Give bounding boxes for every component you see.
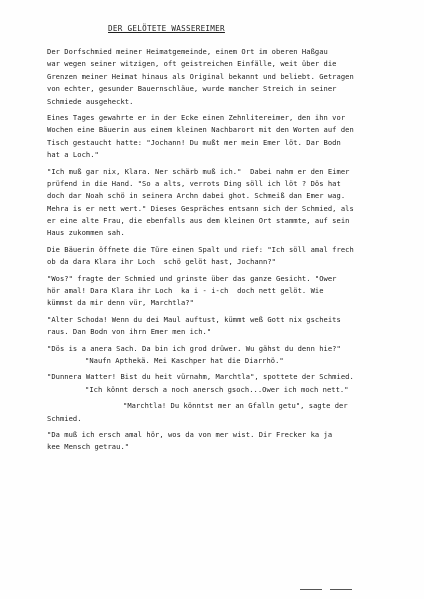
text-line: kee Mensch getrau." xyxy=(47,442,130,452)
text-line: Eines Tages gewahrte er in der Ecke einen Zehnlitereimer, den ihn vor xyxy=(47,112,346,122)
text-line: Grenzen meiner Heimat hinaus als Original bekannt und beliebt. Getragen xyxy=(47,71,354,81)
text-line: ob da dara Klara ihr Loch schö gelöt hast, Jochann?" xyxy=(47,257,277,267)
document-title: DER GELÖTETE WASSEREIMER xyxy=(108,24,225,33)
text-line: er eine alte Frau, die ebenfalls aus dem kleinen Ort stammte, auf sein xyxy=(47,216,350,226)
text-line: hör amal! Dara Klara ihr Loch ka i - i-ch doch nett gelöt. Wie xyxy=(47,286,324,296)
text-line: "Dunnera Watter! Bist du heit vürnahm, Marchtla", spottete der Schmied. xyxy=(47,372,354,382)
text-line: "Alter Schoda! Wenn du dei Maul auftust, kümmt weß Gott nix gscheits xyxy=(47,314,341,324)
text-line: Wochen eine Bäuerin aus einem kleinen Nachbarort mit den Worten auf den xyxy=(47,125,354,135)
text-line: doch dar Noah schö in seinera Archn dabei ghot. Schmeiß dan Emer wag. xyxy=(47,191,346,201)
text-line: von echter, gesunder Bauernschläue, wurde mancher Streich in seiner xyxy=(47,84,337,94)
text-line: "Dös is a anera Sach. Da bin ich grod drüwer. Wu gähst du denn hie?" xyxy=(47,343,341,353)
text-line: Der Dorfschmied meiner Heimatgemeinde, einem Ort im oberen Haßgau xyxy=(47,47,328,56)
document-body xyxy=(47,46,415,454)
text-line: war wegen seiner witzigen, oft geistreichen Einfälle, weit über die xyxy=(47,59,337,69)
text-line: "Wos?" fragte der Schmied und grinste über das ganze Gesicht. "Ower xyxy=(47,273,337,283)
text-line: Tisch gestaucht hatte: "Jochann! Du mußt mer mein Emer löt. Dar Bodn xyxy=(47,137,341,147)
text-line: "Naufn Apthekä. Mei Kaschper hat die Diarrhö." xyxy=(85,355,284,365)
footnote-rule xyxy=(330,589,352,590)
text-line: kümmst da mir denn vür, Marchtla?" xyxy=(47,298,194,308)
text-line: raus. Dan Bodn von ihrn Emer men ich." xyxy=(47,327,212,337)
text-line: Mehra is er nett wert." Dieses Gespräches entsann sich der Schmied, als xyxy=(47,203,354,213)
text-line: "Ich könnt dersch a noch anersch gsoch...Ower ich moch nett." xyxy=(85,384,349,394)
text-line: Die Bäuerin öffnete die Türe einen Spalt und rief: "Ich söll amal frech xyxy=(47,244,354,254)
text-line: Schmied. xyxy=(47,413,82,423)
text-line: hat a Loch." xyxy=(47,150,99,160)
text-line: "Marchtla! Du könntst mer an Gfalln getu", sagte der xyxy=(123,401,348,411)
text-line: Schmiede ausgeheckt. xyxy=(47,96,134,106)
text-line: prüfend in die Hand. "So a alts, verrots Ding söll ich löt ? Dös hat xyxy=(47,178,341,188)
text-line: Haus zukommen sah. xyxy=(47,228,125,238)
text-line: "Da muß ich ersch amal hör, wos da von mer wist. Dir Frecker ka ja xyxy=(47,429,333,439)
text-line: "Ich muß gar nix, Klara. Ner schärb muß ich." Dabei nahm er den Eimer xyxy=(47,166,350,176)
footnote-rule xyxy=(300,589,322,590)
